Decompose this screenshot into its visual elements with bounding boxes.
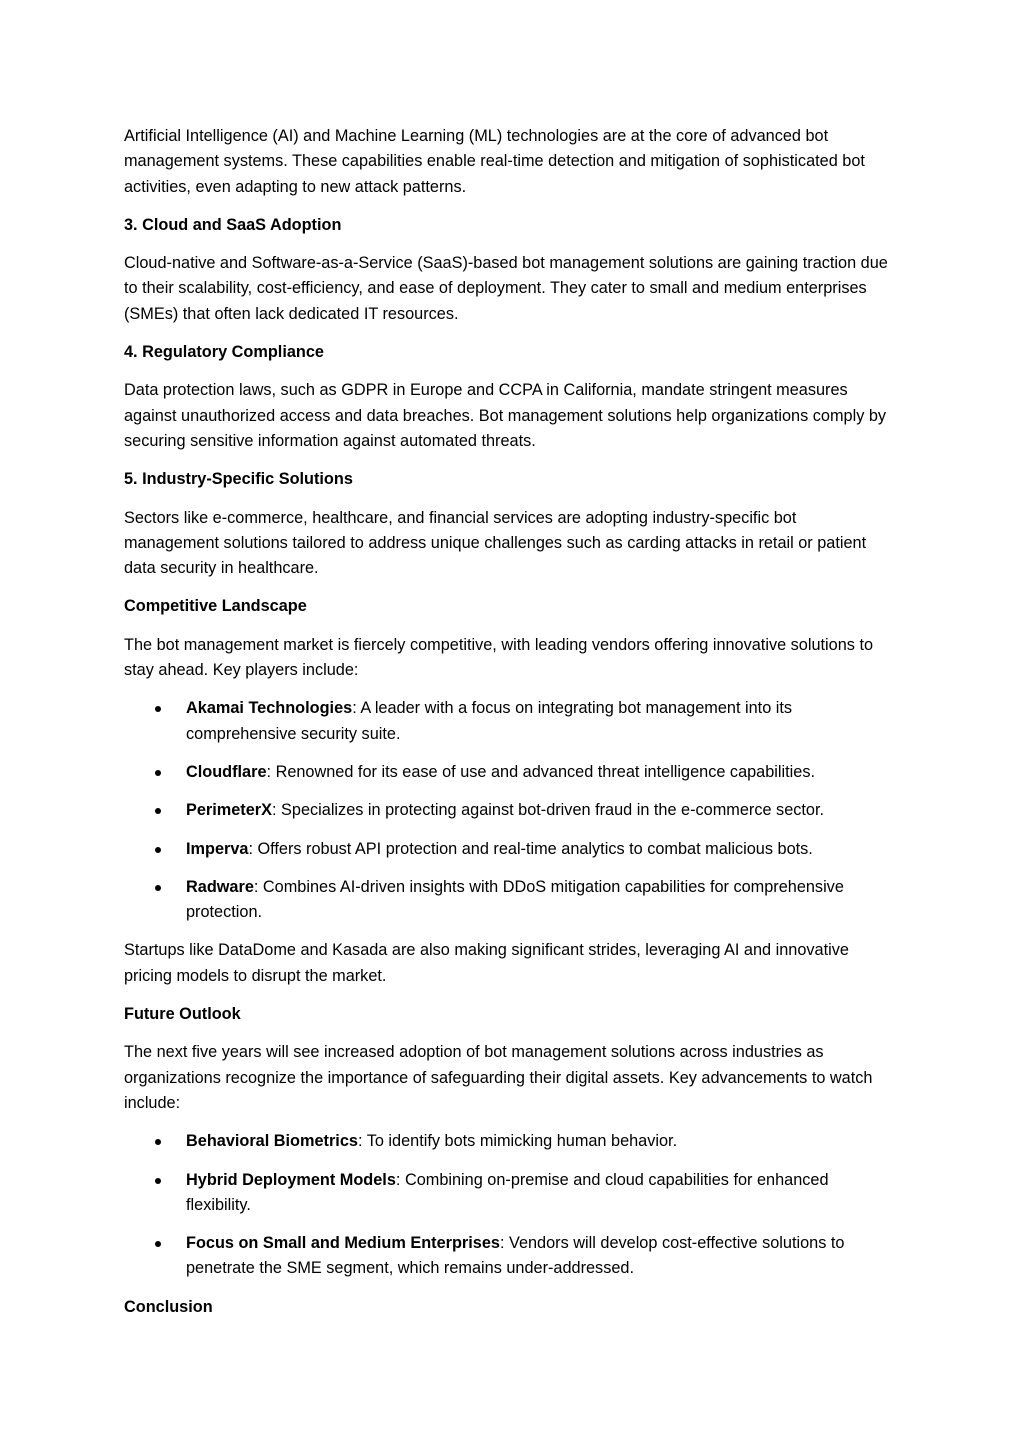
list-item [124,1168,894,1219]
advancement-description: : Vendors will develop cost-effective solutions to penetrate the SME segment, which remains under-addressed. [186,1234,845,1278]
heading-future-outlook: Future Outlook [124,1005,241,1024]
bullet-icon [155,808,161,814]
list-item [124,696,894,747]
vendor-name: Cloudflare [186,762,267,781]
document-page [124,124,894,1333]
list-item [124,1129,894,1154]
vendor-description: : Offers robust API protection and real-time analytics to combat malicious bots. [248,839,813,858]
advancements-list [124,1129,894,1281]
cloud-saas-paragraph: Cloud-native and Software-as-a-Service (SaaS)-based bot management solutions are gaining traction due to their scalability, cost-efficiency, and ease of deployment. They cater to small and medium enterprises (SMEs) that often lack dedicated IT resources. [124,254,888,323]
vendor-description: : A leader with a focus on integrating bot management into its comprehensive security suite. [186,699,793,743]
list-item [124,837,894,862]
vendor-name: Imperva [186,839,249,858]
vendor-name: Radware [186,877,254,896]
heading-regulatory-compliance: 4. Regulatory Compliance [124,343,324,362]
heading-industry-solutions: 5. Industry-Specific Solutions [124,470,353,489]
advancement-name: Behavioral Biometrics [186,1132,358,1151]
vendor-list [124,696,894,925]
heading-cloud-saas: 3. Cloud and SaaS Adoption [124,215,342,234]
vendor-name: Akamai Technologies [186,699,353,718]
bullet-icon [155,847,161,853]
list-item [124,760,894,785]
list-item [124,798,894,823]
vendor-description: : Specializes in protecting against bot-driven fraud in the e-commerce sector. [271,801,825,820]
list-item [124,1231,894,1282]
advancement-name: Hybrid Deployment Models [186,1170,396,1189]
vendor-description: : Renowned for its ease of use and advanced threat intelligence capabilities. [266,762,815,781]
bullet-icon [155,770,161,776]
advancement-description: : To identify bots mimicking human behavior. [357,1132,678,1151]
vendor-name: PerimeterX [186,801,272,820]
regulatory-paragraph: Data protection laws, such as GDPR in Europe and CCPA in California, mandate stringent measures against unauthorized access and data breaches. Bot management solutions help organizations comply by securing sensitive information against automated threats. [124,381,887,450]
advancement-name: Focus on Small and Medium Enterprises [186,1234,500,1253]
vendor-description: : Combines AI-driven insights with DDoS mitigation capabilities for comprehensive protection. [186,877,844,922]
intro-paragraph: Artificial Intelligence (AI) and Machine Learning (ML) technologies are at the core of advanced bot management systems. These capabilities enable real-time detection and mitigation of sophisticated bot activities, even adapting to new attack patterns. [124,127,865,196]
future-paragraph: The next five years will see increased adoption of bot management solutions across industries as organizations recognize the importance of safeguarding their digital assets. Key advancements to watch include: [124,1043,873,1112]
bullet-icon [155,885,161,891]
bullet-icon [155,1241,161,1247]
bullet-icon [155,706,161,712]
startups-paragraph: Startups like DataDome and Kasada are also making significant strides, leveraging AI and innovative pricing models to disrupt the market. [124,941,849,985]
competitive-paragraph: The bot management market is fiercely competitive, with leading vendors offering innovative solutions to stay ahead. Key players include: [124,635,874,680]
advancement-description: : Combining on-premise and cloud capabilities for enhanced flexibility. [186,1170,829,1214]
bullet-icon [155,1178,161,1184]
industry-paragraph: Sectors like e-commerce, healthcare, and financial services are adopting industry-specific bot management solutions tailored to address unique challenges such as carding attacks in retail or patient data security in healthcare. [124,508,867,578]
heading-conclusion: Conclusion [124,1297,213,1316]
list-item [124,875,894,926]
heading-competitive-landscape: Competitive Landscape [124,597,307,616]
bullet-icon [155,1139,161,1145]
